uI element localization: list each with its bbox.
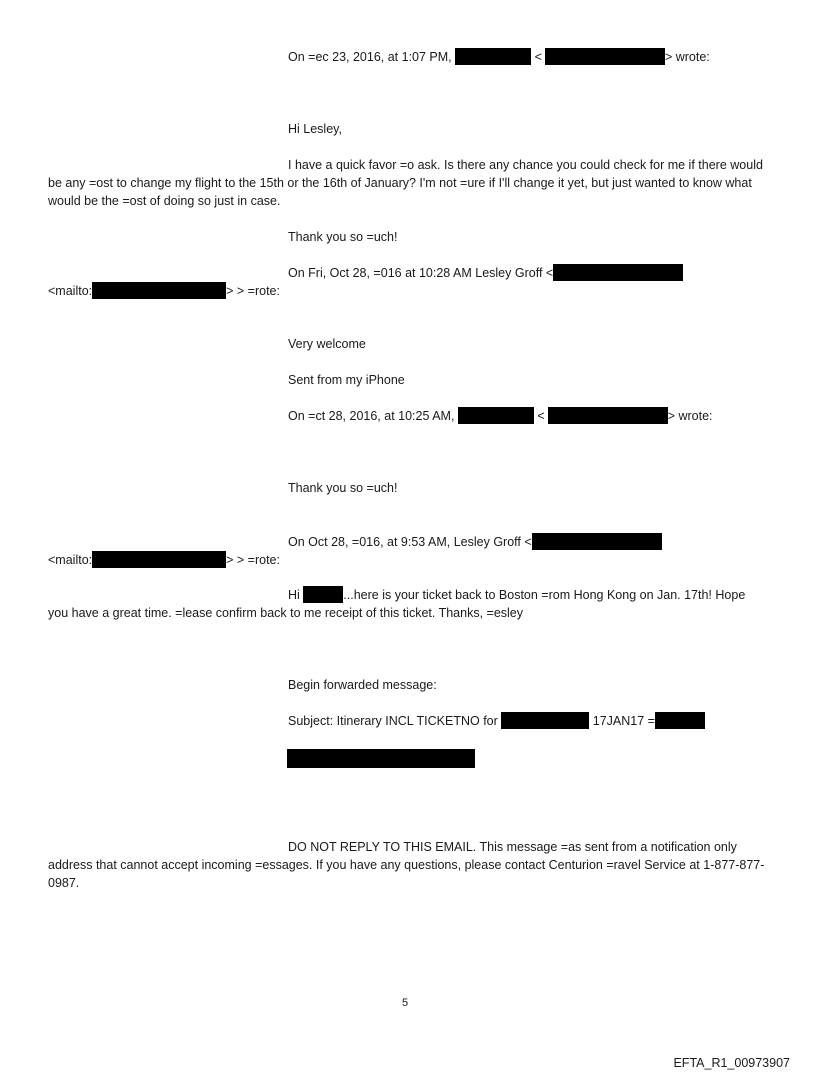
oct28-953-text: On Oct 28, =016, at 9:53 AM, Lesley Groff <: [288, 535, 532, 549]
mailto-close: > > =rote:: [226, 553, 280, 567]
document-id: EFTA_R1_00973907: [673, 1056, 790, 1070]
redaction-block: [458, 407, 534, 424]
greeting: Hi Lesley,: [288, 122, 342, 136]
dec23-lt: <: [534, 50, 542, 64]
oct28-953-mailto: [48, 551, 280, 569]
favor-rest: would be any =ost to change my flight to the 15th or the 16th of January? I'm not =ure if I'll change it yet, but just wanted to know what would be the =ost of doing so just in case.: [48, 158, 763, 208]
ticket-paragraph: [48, 586, 768, 622]
redaction-block: [501, 712, 589, 729]
oct28-1025-header: [288, 407, 713, 425]
redaction-block: [545, 48, 665, 65]
favor-paragraph: [48, 156, 768, 210]
redaction-block: [92, 282, 226, 299]
oct28-1025-lt: <: [537, 409, 545, 423]
redaction-block: [553, 264, 683, 281]
notice-first-line: DO NOT REPLY TO THIS EMAIL. This message =as sent from a notification only: [288, 840, 737, 854]
subject-date: 17JAN17 =: [592, 714, 655, 728]
sent-from-iphone: Sent from my iPhone: [288, 373, 405, 387]
oct28-1028-mailto: [48, 282, 280, 300]
oct28-1025-suffix: > wrote:: [667, 409, 713, 423]
redaction-block: [92, 551, 226, 568]
redaction-block: [455, 48, 531, 65]
oct28-953-header: [288, 533, 662, 551]
mailto-label: <mailto:: [48, 284, 93, 298]
thanks-line-1: Thank you so =uch!: [288, 230, 398, 244]
dec23-prefix: On =ec 23, 2016, at 1:07 PM,: [288, 50, 452, 64]
redaction-block: [287, 749, 475, 768]
very-welcome: Very welcome: [288, 337, 366, 351]
subject-text: Subject: Itinerary INCL TICKETNO for: [288, 714, 498, 728]
subject-line: [288, 712, 705, 730]
ticket-rest: Hope you have a great time. =lease confirm back to me receipt of this ticket. Thanks, =esley: [48, 588, 746, 620]
ticket-first-line: ...here is your ticket back to Boston =rom Hong Kong on Jan. 17th!: [343, 588, 712, 602]
ticket-hi: Hi: [288, 588, 300, 602]
favor-first-line: I have a quick favor =o ask. Is there any chance you could check for me if there: [288, 158, 727, 172]
redaction-block: [303, 586, 343, 603]
redaction-block: [548, 407, 668, 424]
mailto-label: <mailto:: [48, 553, 93, 567]
dec23-suffix: > wrote:: [664, 50, 710, 64]
begin-forwarded: Begin forwarded message:: [288, 678, 437, 692]
redaction-block: [532, 533, 662, 550]
oct28-1028-header: [288, 264, 683, 282]
notice-paragraph: [48, 838, 768, 892]
mailto-close: > > =rote:: [226, 284, 280, 298]
page-number: 5: [402, 997, 409, 1009]
redaction-block: [655, 712, 705, 729]
oct28-1025-prefix: On =ct 28, 2016, at 10:25 AM,: [288, 409, 455, 423]
oct28-1028-text: On Fri, Oct 28, =016 at 10:28 AM Lesley Groff <: [288, 266, 554, 280]
dec23-header: [288, 48, 710, 66]
thanks-line-2: Thank you so =uch!: [288, 481, 398, 495]
notice-rest: address that cannot accept incoming =essages. If you have any questions, please contact Centurion =ravel Service at 1-877-877-0987.: [48, 858, 765, 890]
